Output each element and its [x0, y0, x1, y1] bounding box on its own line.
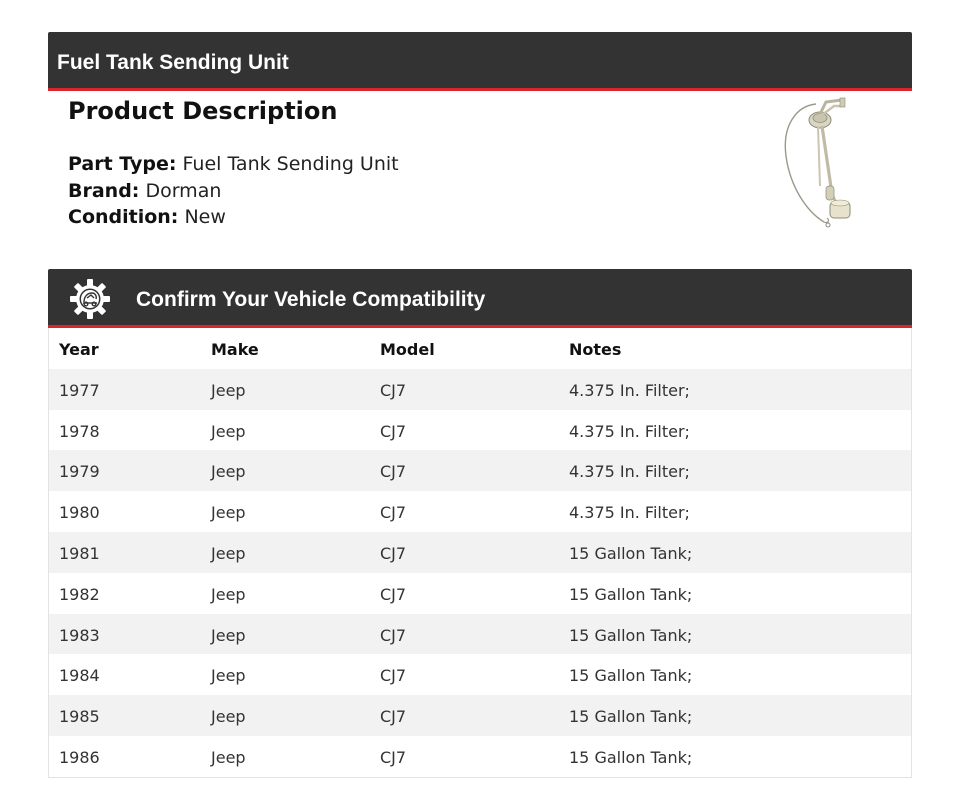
brand-label: Brand: [68, 179, 140, 202]
cell-make: Jeep [211, 543, 246, 563]
cell-notes: 4.375 In. Filter; [569, 421, 690, 441]
cell-make: Jeep [211, 707, 246, 727]
compatibility-table [48, 328, 912, 778]
cell-model: CJ7 [380, 462, 407, 482]
part-type-value: Fuel Tank Sending Unit [182, 153, 399, 175]
cell-make: Jeep [211, 462, 246, 482]
brand-value: Dorman [145, 179, 222, 202]
part-type-label: Part Type: [68, 153, 177, 175]
fuel-sending-unit-image [776, 96, 866, 230]
cell-notes: 4.375 In. Filter; [569, 462, 690, 482]
table-row [49, 369, 911, 410]
product-title: Fuel Tank Sending Unit [57, 51, 289, 74]
table-row [49, 654, 911, 695]
cell-model: CJ7 [380, 747, 407, 767]
cell-model: CJ7 [380, 707, 407, 727]
cell-make: Jeep [211, 380, 246, 400]
cell-make: Jeep [211, 666, 246, 686]
column-header-make: Make [211, 340, 259, 359]
table-row [49, 695, 911, 736]
cell-make: Jeep [211, 747, 246, 767]
cell-year: 1980 [59, 503, 100, 523]
description-heading: Product Description [68, 97, 338, 125]
brand-line [68, 178, 399, 205]
compatibility-title: Confirm Your Vehicle Compatibility [136, 288, 486, 311]
cell-make: Jeep [211, 503, 246, 523]
cell-model: CJ7 [380, 543, 407, 563]
table-row [49, 573, 911, 614]
cell-notes: 15 Gallon Tank; [569, 747, 693, 767]
table-body [49, 369, 911, 777]
cell-year: 1984 [59, 666, 100, 686]
cell-model: CJ7 [380, 503, 407, 523]
column-header-year: Year [59, 340, 99, 359]
table-row [49, 491, 911, 532]
cell-make: Jeep [211, 625, 246, 645]
cell-notes: 15 Gallon Tank; [569, 584, 693, 604]
column-header-model: Model [380, 340, 435, 359]
compatibility-bar [48, 269, 912, 328]
table-row [49, 410, 911, 451]
table-row [49, 614, 911, 655]
cell-notes: 4.375 In. Filter; [569, 380, 690, 400]
cell-year: 1977 [59, 380, 100, 400]
cell-make: Jeep [211, 584, 246, 604]
product-details [68, 151, 399, 231]
condition-line [68, 204, 399, 231]
cell-make: Jeep [211, 421, 246, 441]
cell-notes: 15 Gallon Tank; [569, 707, 693, 727]
condition-value: New [184, 206, 226, 228]
cell-year: 1983 [59, 625, 100, 645]
cell-model: CJ7 [380, 666, 407, 686]
cell-notes: 15 Gallon Tank; [569, 625, 693, 645]
table-row [49, 532, 911, 573]
cell-model: CJ7 [380, 380, 407, 400]
condition-label: Condition: [68, 206, 179, 228]
cell-year: 1986 [59, 747, 100, 767]
cell-notes: 15 Gallon Tank; [569, 543, 693, 563]
cell-model: CJ7 [380, 421, 407, 441]
cell-notes: 15 Gallon Tank; [569, 666, 693, 686]
gear-car-icon [69, 278, 111, 320]
cell-year: 1985 [59, 707, 100, 727]
table-row [49, 450, 911, 491]
table-row [49, 736, 911, 777]
cell-notes: 4.375 In. Filter; [569, 503, 690, 523]
column-header-notes: Notes [569, 340, 622, 359]
part-type-line [68, 151, 399, 178]
cell-year: 1979 [59, 462, 100, 482]
cell-year: 1981 [59, 543, 100, 563]
cell-model: CJ7 [380, 584, 407, 604]
table-header-row [49, 328, 911, 369]
cell-year: 1978 [59, 421, 100, 441]
cell-year: 1982 [59, 584, 100, 604]
product-title-bar [48, 32, 912, 91]
cell-model: CJ7 [380, 625, 407, 645]
